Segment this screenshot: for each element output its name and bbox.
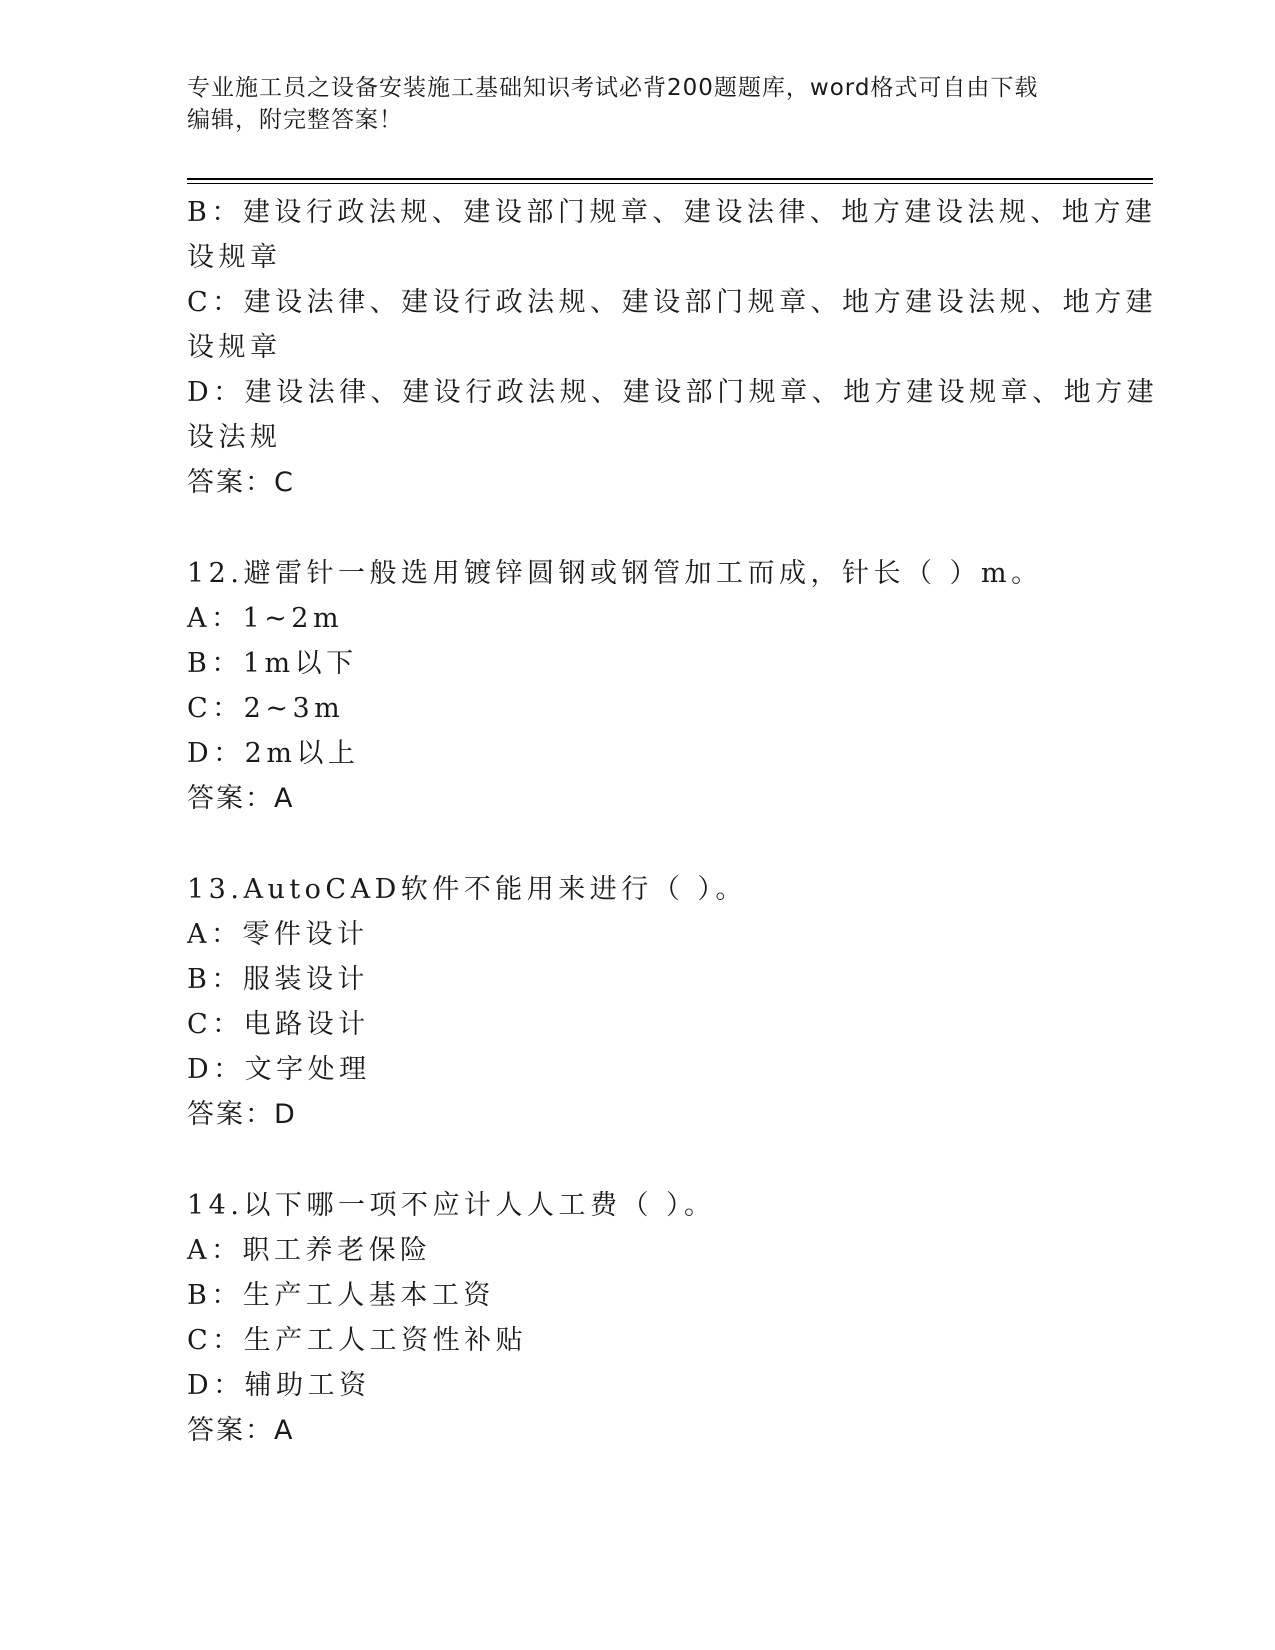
header-line-1: 专业施工员之设备安装施工基础知识考试必背200题题库，word格式可自由下载 [187, 75, 1039, 101]
option-b: B：服装设计 [187, 964, 369, 995]
header-line-2: 编辑，附完整答案！ [187, 107, 403, 133]
option-a: A：职工养老保险 [187, 1235, 432, 1266]
option-c-line-2: 设规章 [187, 332, 282, 363]
answer: 答案：D [187, 1099, 297, 1130]
question-12 [187, 551, 1087, 821]
answer: 答案：A [187, 783, 295, 814]
header-divider-thick [187, 178, 1153, 180]
option-c-line-1: C：建设法律、建设行政法规、建设部门规章、地方建设法规、地方建 [187, 287, 1158, 318]
document-header [187, 72, 1067, 136]
option-b: B：1m以下 [187, 648, 358, 679]
option-b-line-2: 设规章 [187, 242, 282, 273]
option-d: D：辅助工资 [187, 1370, 371, 1401]
question-13 [187, 867, 1087, 1137]
option-b-line-1: B：建设行政法规、建设部门规章、建设法律、地方建设法规、地方建 [187, 197, 1157, 228]
option-b: B：生产工人基本工资 [187, 1280, 495, 1311]
question-text: 13.AutoCAD软件不能用来进行（ ）。 [187, 874, 747, 905]
question-list [187, 190, 1159, 1453]
question-text: 14.以下哪一项不应计人人工费（ ）。 [187, 1190, 716, 1221]
question-11 [187, 190, 1159, 505]
question-text: 12.避雷针一般选用镀锌圆钢或钢管加工而成，针长（ ）m。 [187, 558, 1043, 589]
answer: 答案：C [187, 467, 295, 498]
option-a: A：零件设计 [187, 919, 369, 950]
option-d-line-2: 设法规 [187, 422, 282, 453]
header-divider-thin [187, 183, 1153, 184]
option-c: C：2~3m [187, 693, 345, 724]
option-d: D：文字处理 [187, 1054, 371, 1085]
option-c: C：生产工人工资性补贴 [187, 1325, 528, 1356]
option-c: C：电路设计 [187, 1009, 370, 1040]
option-d-line-1: D：建设法律、建设行政法规、建设部门规章、地方建设规章、地方建 [187, 377, 1159, 408]
answer: 答案：A [187, 1415, 295, 1446]
option-d: D：2m以上 [187, 738, 360, 769]
question-14 [187, 1183, 1087, 1453]
option-a: A：1~2m [187, 603, 344, 634]
